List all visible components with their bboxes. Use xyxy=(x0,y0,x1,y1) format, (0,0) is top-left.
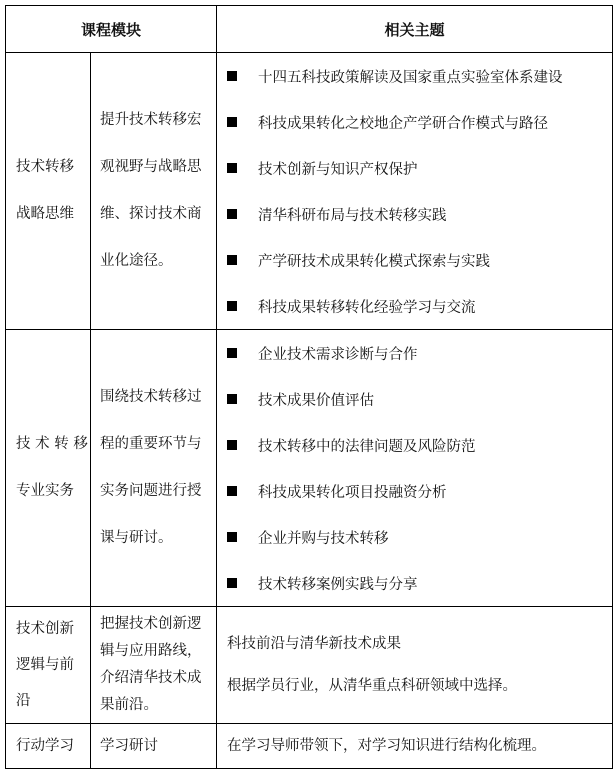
module-cell: 技术转移 战略思维 xyxy=(6,53,91,330)
table-row xyxy=(6,607,613,724)
bullet-square-icon xyxy=(227,394,237,404)
bullet-square-icon xyxy=(227,163,237,173)
bullet-square-icon xyxy=(227,532,237,542)
module-cell: 行动学习 xyxy=(6,724,91,769)
table-row xyxy=(6,330,613,607)
description-cell: 学习研讨 xyxy=(91,724,217,769)
topic-text: 在学习导师带领下，对学习知识进行结构化梳理。 xyxy=(227,738,547,754)
bullet-square-icon xyxy=(227,117,237,127)
bullet-square-icon xyxy=(227,440,237,450)
topic-text: 科技前沿与清华新技术成果 xyxy=(227,636,402,652)
list-item: 科技成果转化项目投融资分析 xyxy=(227,468,612,514)
topic-list xyxy=(227,53,612,329)
table-row xyxy=(6,53,613,330)
list-item: 清华科研布局与技术转移实践 xyxy=(227,191,612,237)
list-item: 技术创新与知识产权保护 xyxy=(227,145,612,191)
list-item: 技术成果价值评估 xyxy=(227,376,612,422)
bullet-square-icon xyxy=(227,578,237,588)
list-item: 企业并购与技术转移 xyxy=(227,514,612,560)
bullet-square-icon xyxy=(227,348,237,358)
list-item: 技术转移中的法律问题及风险防范 xyxy=(227,422,612,468)
description-cell: 把握技术创新逻 辑与应用路线， 介绍清华技术成 果前沿。 xyxy=(91,607,217,724)
list-item: 十四五科技政策解读及国家重点实验室体系建设 xyxy=(227,53,612,99)
topics-header: 相关主题 xyxy=(217,6,613,53)
bullet-square-icon xyxy=(227,255,237,265)
topics-cell xyxy=(217,330,613,607)
description-cell: 围绕技术转移过 程的重要环节与 实务问题进行授 课与研讨。 xyxy=(91,330,217,607)
list-item: 企业技术需求诊断与合作 xyxy=(227,330,612,376)
module-cell: 技 术 转 移 专业实务 xyxy=(6,330,91,607)
header-row xyxy=(6,6,613,53)
list-item: 科技成果转移转化经验学习与交流 xyxy=(227,283,612,329)
table-row xyxy=(6,724,613,769)
topic-text: 根据学员行业，从清华重点科研领域中选择。 xyxy=(227,678,518,694)
topics-cell xyxy=(217,53,613,330)
bullet-square-icon xyxy=(227,486,237,496)
bullet-square-icon xyxy=(227,301,237,311)
list-item: 产学研技术成果转化模式探索与实践 xyxy=(227,237,612,283)
bullet-square-icon xyxy=(227,71,237,81)
module-cell: 技术创新 逻辑与前 沿 xyxy=(6,607,91,724)
course-table xyxy=(5,5,613,769)
list-item: 技术转移案例实践与分享 xyxy=(227,560,612,606)
description-cell: 提升技术转移宏 观视野与战略思 维、探讨技术商 业化途径。 xyxy=(91,53,217,330)
module-header: 课程模块 xyxy=(6,6,217,53)
topics-cell xyxy=(217,607,613,724)
bullet-square-icon xyxy=(227,209,237,219)
topics-cell xyxy=(217,724,613,769)
topic-list xyxy=(227,330,612,606)
list-item: 科技成果转化之校地企产学研合作模式与路径 xyxy=(227,99,612,145)
